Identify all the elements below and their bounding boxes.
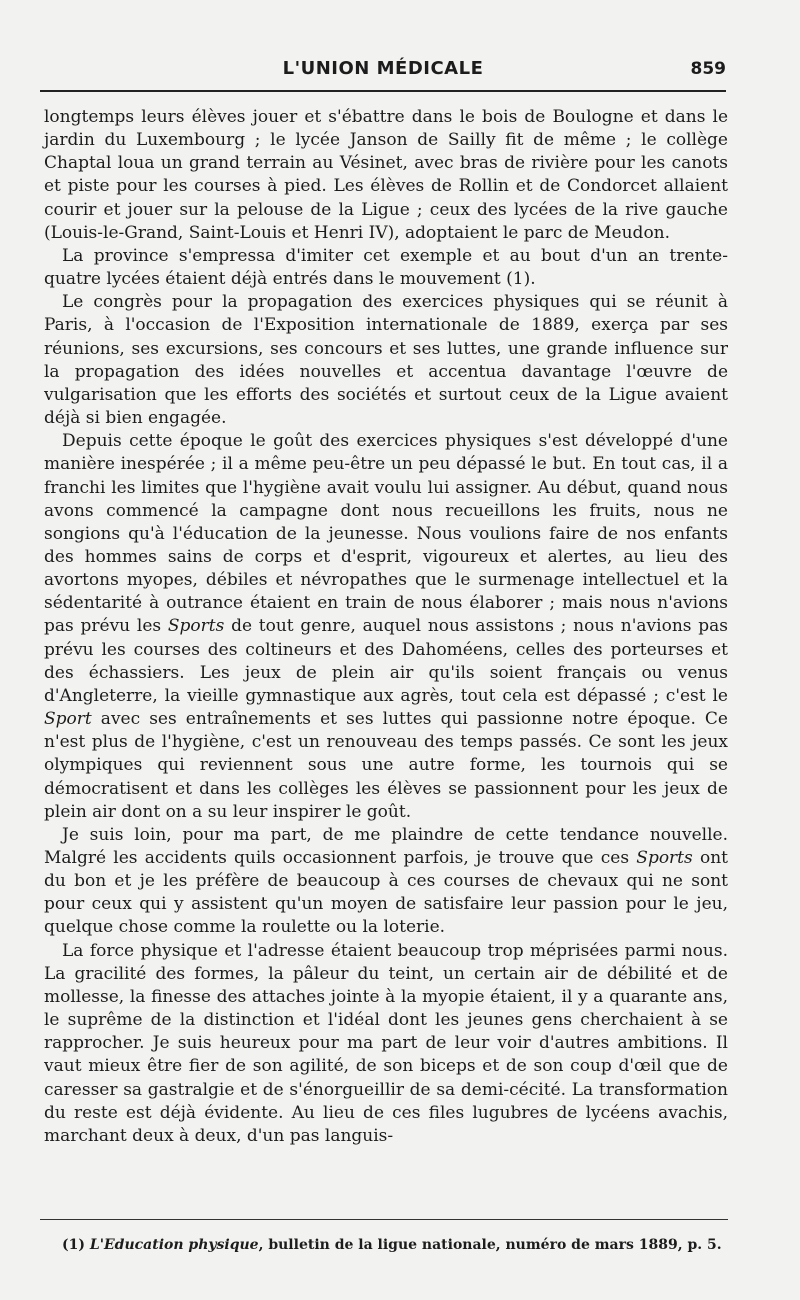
footnote-title: L'Education physique <box>89 1237 259 1253</box>
paragraph-4-text-c: avec ses entraînements et ses luttes qui passionne notre époque. Ce n'est plus de l'hygiène, c'est un renouveau des temps passés. Ce sont les jeux olympiques qui reviennent sous une autre forme, les tournois qui se démocratisent et dans les collèges les élèves se passionnent pour les jeux de plein air dont on a su leur inspirer le goût. <box>44 709 728 822</box>
paragraph-4 <box>44 430 728 824</box>
paragraph-2-text: La province s'empressa d'imiter cet exemple et au bout d'un an trente-quatre lycées étaient déjà entrés dans le mouvement (1). <box>44 245 728 290</box>
body-text <box>44 106 728 1148</box>
footnote-text: , bulletin de la ligue nationale, numéro de mars 1889, p. 5. <box>258 1237 722 1253</box>
header-rule <box>40 90 726 92</box>
paragraph-6-text: La force physique et l'adresse étaient beaucoup trop méprisées parmi nous. La gracilité des formes, la pâleur du teint, un certain air de débilité et de mollesse, la finesse des attaches jointe à la myopie étaient, il y a quarante ans, le suprême de la distinction et l'idéal dont les jeunes gens cherchaient à se rapprocher. Je suis heureux pour ma part de leur voir d'autres ambitions. Il vaut mieux être fier de son agilité, de son biceps et de son coup d'œil que de caresser sa gastralgie et de s'énorgueillir de sa demi-cécité. La transformation du reste est déjà évidente. Au lieu de ces files lugubres de lycéens avachis, marchant deux à deux, d'un pas languis- <box>44 940 728 1146</box>
footnote-marker: (1) <box>62 1237 90 1253</box>
paragraph-5 <box>44 824 728 940</box>
journal-title: L'UNION MÉDICALE <box>282 58 484 79</box>
italic-term-sports: Sports <box>636 848 693 868</box>
paragraph-1 <box>44 106 728 245</box>
italic-term-sport: Sport <box>44 709 92 730</box>
footnote-rule <box>40 1219 728 1220</box>
paragraph-4-text-a: Depuis cette époque le goût des exercices physiques s'est développé d'une manière inespérée ; il a même peu-être un peu dépassé le but. En tout cas, il a franchi les limites que l'hygiène avait voulu lui assigner. Au début, quand nous avons commencé la campagne dont nous recueillons les fruits, nous ne songions qu'à l'éducation de la jeunesse. Nous voulions faire de nos enfants des hommes sains de corps et d'esprit, vigoureux et alertes, au lieu des avortons myopes, débiles et névropathes que le surmenage intellectuel et la sédentarité à outrance étaient en train de nous élaborer ; mais nous n'avions pas prévu les <box>44 431 728 637</box>
paragraph-6 <box>44 940 728 1148</box>
paragraph-1-text: longtemps leurs élèves jouer et s'ébattre dans le bois de Boulogne et dans le jardin du Luxembourg ; le lycée Janson de Sailly fit de même ; le collège Chaptal loua un grand terrain au Vésinet, avec bras de rivière pour les canots et piste pour les courses à pied. Les élèves de Rollin et de Condorcet allaient courir et jouer sur la pelouse de la Ligue ; ceux des lycées de la rive gauche (Louis-le-Grand, Saint-Louis et Henri IV), adoptaient le parc de Meudon. <box>44 107 728 243</box>
page-number: 859 <box>690 59 726 79</box>
paragraph-5-text-a: Je suis loin, pour ma part, de me plaindre de cette tendance nouvelle. Malgré les accidents quils occasionnent parfois, je trouve que ces <box>44 824 728 868</box>
paragraph-3 <box>44 291 728 430</box>
paragraph-4-text-b: de tout genre, auquel nous assistons ; nous n'avions pas prévu les courses des coltineurs et des Dahoméens, celles des porteurses et des échassiers. Les jeux de plein air qu'ils soient français ou venus d'Angleterre, la vieille gymnastique aux agrès, tout cela est dépassé ; c'est le <box>44 616 728 706</box>
footnote <box>62 1236 728 1254</box>
paragraph-5-text-b: ont du bon et je les préfère de beaucoup à ces courses de chevaux qui ne sont pour ceux qui y assistent qu'un moyen de satisfaire leur passion pour le jeu, quelque chose comme la roulette ou la loterie. <box>44 848 729 938</box>
italic-term-sports: Sports <box>167 616 225 637</box>
paragraph-3-text: Le congrès pour la propagation des exercices physiques qui se réunit à Paris, à l'occasion de l'Exposition internationale de 1889, exerça par ses réunions, ses excursions, ses concours et ses luttes, une grande influence sur la propagation des idées nouvelles et accentua davantage l'œuvre de vulgarisation que les efforts des sociétés et surtout ceux de la Ligue avaient déjà si bien engagée. <box>44 292 728 429</box>
running-head <box>40 58 726 84</box>
paragraph-2 <box>44 245 728 291</box>
